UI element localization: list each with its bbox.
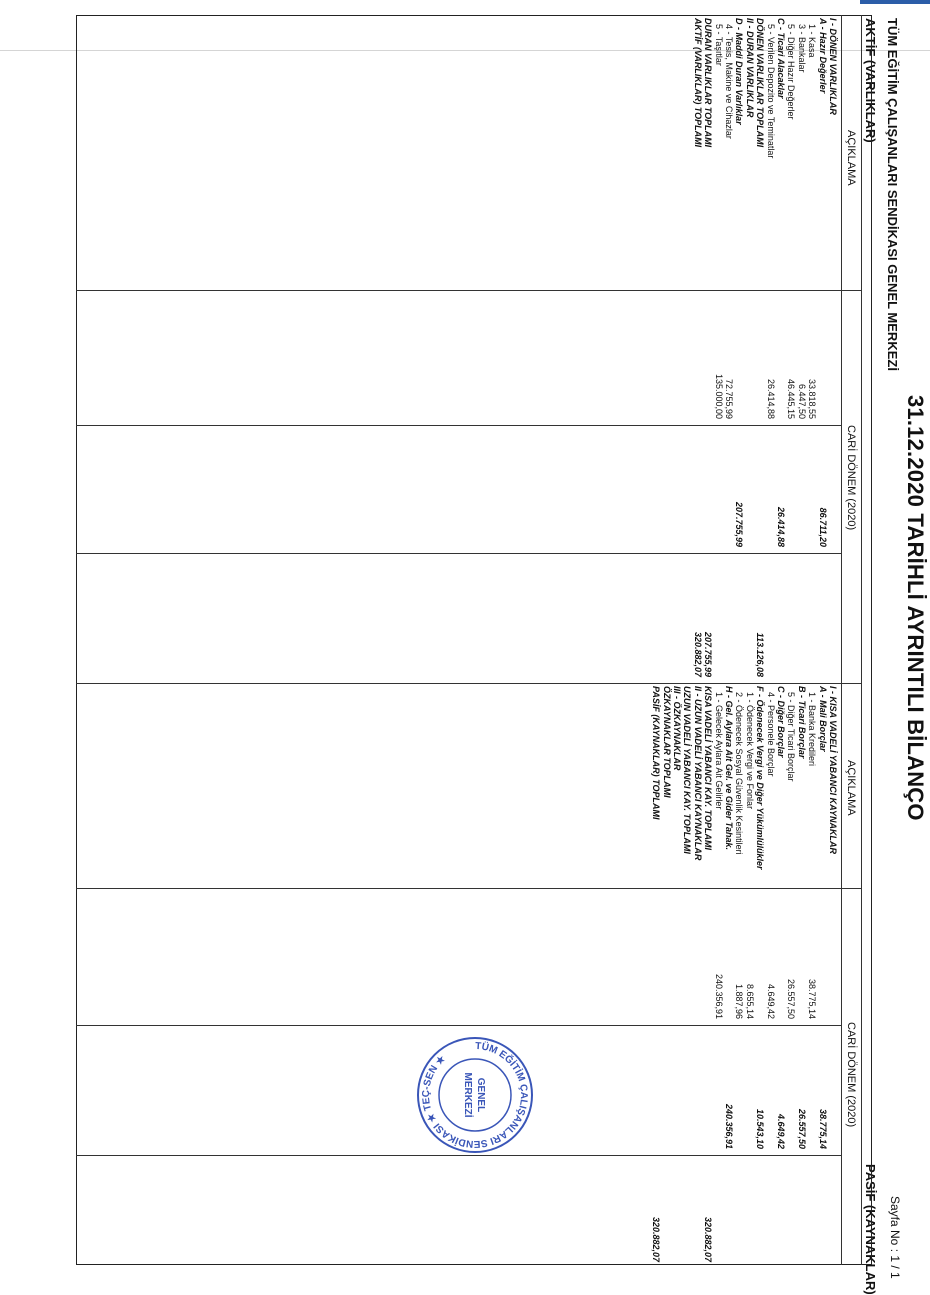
col-divider-5 [76, 888, 862, 889]
liability-row-value: 26.557,50 [786, 978, 797, 1019]
liability-row-value: 1.887,96 [734, 983, 745, 1019]
asset-row-value: 6.447,50 [796, 383, 807, 419]
liabilities-desc-header: AÇIKLAMA [845, 760, 857, 816]
asset-row-label: 5 - Diğer Hazır Değerler [786, 24, 797, 120]
asset-row-value: 135.000,00 [713, 373, 724, 419]
col-divider-7 [76, 1155, 842, 1156]
liability-row-label: II - UZUN VADELİ YABANCI KAYNAKLAR [692, 686, 703, 861]
liability-row-label: PASİF (KAYNAKLAR) TOPLAMI [651, 686, 662, 820]
liability-row-value: 240.356,91 [713, 973, 724, 1019]
page-number: Sayfa No : 1 / 1 [888, 1196, 902, 1279]
asset-row-label: I - DÖNEN VARLIKLAR [828, 18, 838, 115]
asset-row-label: AKTİF (VARLIKLAR) TOPLAMI [692, 18, 703, 148]
asset-row-value: 207.755,99 [734, 501, 745, 547]
asset-row-label: 5 - Taşıtlar [713, 24, 724, 66]
svg-text:TÜM EĞİTİM ÇALIŞANLARI SENDİKA: TÜM EĞİTİM ÇALIŞANLARI SENDİKASI ★ TEÇ-SEN ★ [420, 1040, 530, 1150]
liability-row-label: KISA VADELİ YABANCI KAY. TOPLAMI [703, 686, 714, 851]
document-title: 31.12.2020 TARİHLİ AYRINTILI BİLANÇO [903, 395, 928, 821]
asset-row-label: A - Hazır Değerler [817, 18, 828, 94]
col-divider-3 [76, 553, 842, 554]
col-divider-4 [76, 683, 862, 684]
liability-row-value: 4.649,42 [765, 983, 776, 1019]
asset-row-label: D - Maddi Duran Varlıklar [734, 18, 745, 125]
liability-row-label: 1 - Ödenecek Vergi ve Fonlar [744, 692, 755, 810]
liability-row-label: 2 - Ödenecek Sosyal Güvenlik Kesintileri [734, 692, 745, 855]
asset-row-label: C - Ticari Alacaklar [776, 18, 786, 99]
asset-row-value: 86.711,20 [817, 507, 828, 547]
liability-row-value: 26.557,50 [796, 1108, 807, 1149]
asset-row-value: 26.414,88 [765, 378, 776, 419]
asset-row-value: 46.445,15 [786, 378, 797, 419]
assets-period-header: CARİ DÖNEM (2020) [845, 425, 857, 531]
assets-header: AKTİF (VARLIKLAR) [863, 18, 878, 143]
liability-row-label: F - Ödenecek Vergi ve Diğer Yükümlülükler [755, 686, 766, 870]
liability-row-label: 4 - Personele Borçlar [765, 692, 776, 777]
header-top-divider [861, 15, 862, 1265]
liability-row-value: 320.882,07 [651, 1216, 662, 1262]
liability-row-value: 320.882,07 [703, 1216, 714, 1262]
asset-row-value: 207.755,99 [703, 631, 714, 677]
liabilities-period-header: CARİ DÖNEM (2020) [845, 1022, 857, 1128]
liability-row-label: C - Diğer Borçlar [776, 686, 786, 758]
liability-row-value: 8.655,14 [744, 983, 755, 1019]
asset-row-value: 26.414,88 [776, 506, 786, 547]
liability-row-label: III - ÖZKAYNAKLAR [672, 686, 682, 771]
col-divider-6 [76, 1025, 842, 1026]
liability-row-value: 10.543,10 [755, 1108, 766, 1149]
liabilities-header: PASİF (KAYNAKLAR) [863, 1164, 878, 1295]
organization-seal [415, 1035, 535, 1155]
liability-row-label: ÖZKAYNAKLAR TOPLAMI [661, 686, 672, 798]
asset-row-value: 320.882,07 [692, 631, 703, 677]
assets-desc-header: AÇIKLAMA [845, 130, 857, 186]
liability-row-value: 38.775,14 [817, 1108, 828, 1149]
liability-row-label: A - Mali Borçlar [817, 686, 828, 752]
svg-text:GENEL: GENEL [475, 1077, 486, 1113]
asset-row-value: 113.126,08 [755, 632, 766, 677]
liability-row-label: 1 - Gelecek Aylara Ait Gelirler [713, 692, 724, 810]
liability-row-label: I - KISA VADELİ YABANCI KAYNAKLAR [828, 686, 838, 855]
asset-row-label: DÖNEN VARLIKLAR TOPLAMI [755, 18, 766, 148]
svg-text:MERKEZİ: MERKEZİ [462, 1072, 473, 1118]
organization-title: TÜM EĞİTİM ÇALIŞANLARI SENDİKASI GENEL MERKEZİ [885, 18, 900, 371]
liability-row-value: 4.649,42 [776, 1113, 786, 1149]
asset-row-label: 5 - Verilen Depozito ve Teminatlar [765, 24, 776, 159]
liability-row-label: H - Gel. Aylara Ait Gel. ve Gider Tahak. [724, 686, 734, 851]
col-divider-1 [76, 290, 862, 291]
asset-row-label: 3 - Bankalar [796, 24, 807, 73]
asset-row-label: 1 - Kasa [807, 24, 818, 58]
liability-row-value: 240.356,91 [724, 1103, 734, 1149]
liability-row-label: UZUN VADELİ YABANCI KAY. TOPLAMI [682, 686, 693, 854]
asset-row-label: DURAN VARLIKLAR TOPLAMI [703, 18, 714, 148]
asset-row-label: II - DURAN VARLIKLAR [744, 18, 755, 118]
asset-row-value: 33.818,55 [807, 378, 818, 419]
liability-row-value: 38.775,14 [807, 978, 818, 1019]
asset-row-label: 4 - Tesis, Makine ve Cihazlar [724, 24, 734, 139]
liability-row-label: B - Ticari Borçlar [796, 686, 807, 759]
asset-row-value: 72.755,99 [724, 378, 734, 419]
liability-row-label: 1 - Banka Kredileri [807, 692, 818, 767]
col-divider-2 [76, 425, 842, 426]
header-divider [841, 15, 842, 1265]
liability-row-label: 5 - Diğer Ticari Borçlar [786, 692, 797, 782]
